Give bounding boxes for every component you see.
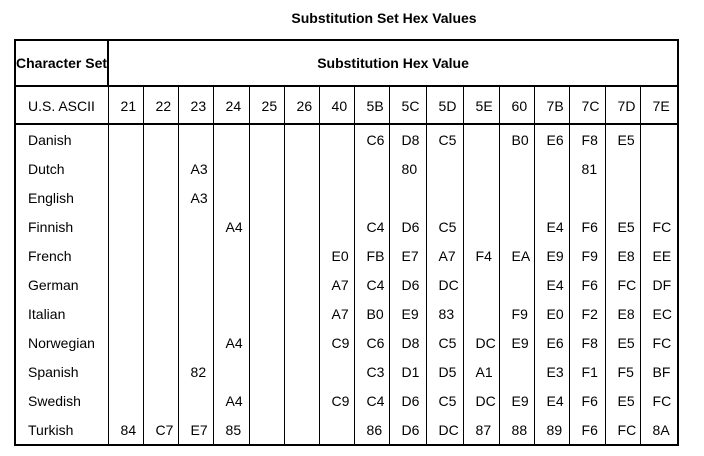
hex-value-cell	[213, 270, 249, 299]
hex-value-cell	[499, 270, 534, 299]
hex-value-cell: E3	[534, 357, 569, 386]
hex-value-cell: E4	[534, 212, 569, 241]
hex-value-cell	[319, 154, 354, 183]
hex-value-cell	[319, 212, 354, 241]
hex-value-cell: 89	[534, 415, 569, 445]
hex-value-cell: E9	[534, 241, 569, 270]
hex-value-cell	[249, 212, 284, 241]
hex-value-cell: A7	[319, 299, 354, 328]
hex-value-cell	[178, 212, 213, 241]
hex-value-cell	[143, 328, 178, 357]
hex-value-cell	[143, 357, 178, 386]
hex-value-cell: 84	[108, 415, 143, 445]
character-set-name: Danish	[15, 124, 108, 154]
hex-value-cell: A3	[178, 154, 213, 183]
hex-value-cell	[284, 154, 319, 183]
hex-value-cell: 85	[213, 415, 249, 445]
hex-value-cell: E4	[534, 270, 569, 299]
hex-value-cell	[213, 299, 249, 328]
hex-value-cell: A7	[319, 270, 354, 299]
hex-value-cell	[108, 270, 143, 299]
hex-value-cell: F8	[569, 124, 605, 154]
hex-value-cell: D6	[389, 415, 426, 445]
hex-value-cell: F6	[569, 212, 605, 241]
table-row	[15, 124, 678, 154]
hex-value-cell: E5	[605, 328, 640, 357]
hex-value-cell	[143, 212, 178, 241]
hex-value-cell: E6	[534, 328, 569, 357]
hex-value-cell	[143, 154, 178, 183]
character-set-name: English	[15, 183, 108, 212]
character-set-name: Italian	[15, 299, 108, 328]
hex-value-cell	[640, 124, 678, 154]
hex-value-cell: F1	[569, 357, 605, 386]
hex-value-cell: D6	[389, 386, 426, 415]
hex-code-header: 7C	[569, 86, 605, 124]
hex-value-cell: C4	[354, 270, 389, 299]
table-row	[15, 386, 678, 415]
header-row	[15, 40, 678, 86]
hex-value-cell: C4	[354, 386, 389, 415]
hex-value-cell: D5	[426, 357, 463, 386]
hex-value-cell: C7	[143, 415, 178, 445]
hex-code-header: 7D	[605, 86, 640, 124]
character-set-name: Norwegian	[15, 328, 108, 357]
hex-value-cell	[284, 386, 319, 415]
character-set-name: Swedish	[15, 386, 108, 415]
hex-code-header: 5D	[426, 86, 463, 124]
hex-value-cell	[249, 124, 284, 154]
hex-value-cell: DF	[640, 270, 678, 299]
hex-value-cell: A4	[213, 212, 249, 241]
hex-value-cell	[143, 124, 178, 154]
table-row	[15, 328, 678, 357]
hex-value-cell	[640, 154, 678, 183]
character-set-name: Turkish	[15, 415, 108, 445]
table-row	[15, 357, 678, 386]
hex-value-cell	[284, 299, 319, 328]
hex-value-cell: C5	[426, 212, 463, 241]
hex-value-cell	[354, 183, 389, 212]
hex-value-cell: A1	[463, 357, 499, 386]
hex-value-cell	[178, 241, 213, 270]
hex-value-cell: 81	[569, 154, 605, 183]
hex-value-cell	[143, 270, 178, 299]
hex-value-cell	[143, 386, 178, 415]
table-row	[15, 212, 678, 241]
hex-value-cell	[249, 154, 284, 183]
hex-value-cell	[108, 357, 143, 386]
hex-value-cell: E4	[534, 386, 569, 415]
character-set-name: Dutch	[15, 154, 108, 183]
character-set-name: French	[15, 241, 108, 270]
table-row	[15, 241, 678, 270]
table-row	[15, 183, 678, 212]
hex-value-cell: DC	[426, 270, 463, 299]
hex-value-cell: F6	[569, 270, 605, 299]
hex-value-cell	[319, 124, 354, 154]
hex-value-cell	[499, 357, 534, 386]
hex-value-cell: E0	[534, 299, 569, 328]
hex-value-cell	[605, 154, 640, 183]
hex-value-cell: A7	[426, 241, 463, 270]
hex-value-cell	[143, 183, 178, 212]
hex-value-cell: E0	[319, 241, 354, 270]
hex-value-cell	[389, 183, 426, 212]
hex-value-cell	[178, 270, 213, 299]
hex-value-cell	[249, 183, 284, 212]
hex-value-cell	[319, 183, 354, 212]
hex-value-cell: 88	[499, 415, 534, 445]
hex-value-cell	[108, 241, 143, 270]
hex-value-cell	[249, 270, 284, 299]
hex-value-cell: F8	[569, 328, 605, 357]
hex-value-cell	[284, 212, 319, 241]
hex-value-cell	[426, 154, 463, 183]
hex-value-cell: F5	[605, 357, 640, 386]
hex-value-cell: 8A	[640, 415, 678, 445]
hex-value-cell: EA	[499, 241, 534, 270]
hex-value-cell: C5	[426, 328, 463, 357]
hex-value-cell: F9	[499, 299, 534, 328]
hex-value-cell	[213, 124, 249, 154]
hex-value-cell	[249, 415, 284, 445]
hex-value-cell	[284, 357, 319, 386]
hex-value-cell: FC	[640, 328, 678, 357]
hex-value-cell	[463, 270, 499, 299]
hex-value-cell: FC	[640, 386, 678, 415]
hex-value-cell: E7	[389, 241, 426, 270]
hex-value-cell	[569, 183, 605, 212]
hex-value-cell: D8	[389, 124, 426, 154]
hex-value-cell	[284, 270, 319, 299]
hex-code-header: 26	[284, 86, 319, 124]
hex-value-cell: F6	[569, 415, 605, 445]
hex-value-cell: 80	[389, 154, 426, 183]
hex-value-cell: A4	[213, 328, 249, 357]
hex-value-cell: E8	[605, 241, 640, 270]
hex-value-cell: C6	[354, 328, 389, 357]
hex-value-cell: E7	[178, 415, 213, 445]
hex-value-cell: FB	[354, 241, 389, 270]
hex-value-cell: C5	[426, 124, 463, 154]
hex-value-cell: DC	[463, 386, 499, 415]
hex-value-cell: B0	[354, 299, 389, 328]
hex-value-cell	[108, 299, 143, 328]
hex-value-cell: FC	[605, 270, 640, 299]
hex-value-cell: FC	[605, 415, 640, 445]
hex-value-cell	[463, 154, 499, 183]
hex-value-cell: D6	[389, 270, 426, 299]
hex-value-cell: E9	[499, 328, 534, 357]
codes-row	[15, 86, 678, 124]
hex-value-cell	[108, 124, 143, 154]
hex-value-cell: C6	[354, 124, 389, 154]
hex-value-cell: E5	[605, 212, 640, 241]
hex-code-header: 5C	[389, 86, 426, 124]
hex-value-cell	[249, 357, 284, 386]
hex-value-cell: C9	[319, 328, 354, 357]
hex-value-cell	[178, 328, 213, 357]
hex-code-header: 24	[213, 86, 249, 124]
hex-value-cell	[284, 183, 319, 212]
hex-value-cell	[284, 328, 319, 357]
hex-value-cell: EC	[640, 299, 678, 328]
hex-value-cell: BF	[640, 357, 678, 386]
character-set-name: German	[15, 270, 108, 299]
hex-value-cell	[108, 386, 143, 415]
hex-value-cell: E5	[605, 386, 640, 415]
hex-code-header: 5E	[463, 86, 499, 124]
character-set-name: Finnish	[15, 212, 108, 241]
hex-value-cell	[284, 241, 319, 270]
hex-value-cell	[108, 212, 143, 241]
hex-code-header: 40	[319, 86, 354, 124]
hex-value-cell: DC	[426, 415, 463, 445]
hex-value-cell: C4	[354, 212, 389, 241]
character-set-header: Character Set	[15, 40, 108, 86]
hex-value-cell: FC	[640, 212, 678, 241]
hex-value-cell	[499, 212, 534, 241]
hex-value-cell	[213, 357, 249, 386]
hex-value-cell	[463, 212, 499, 241]
hex-value-cell: E5	[605, 124, 640, 154]
hex-value-cell: 87	[463, 415, 499, 445]
hex-value-cell	[284, 415, 319, 445]
hex-value-cell: B0	[499, 124, 534, 154]
substitution-table	[14, 39, 679, 446]
hex-value-cell: EE	[640, 241, 678, 270]
hex-value-cell	[249, 299, 284, 328]
hex-code-header: 60	[499, 86, 534, 124]
hex-value-cell	[284, 124, 319, 154]
hex-value-cell: C3	[354, 357, 389, 386]
hex-value-cell	[249, 328, 284, 357]
hex-code-header: 23	[178, 86, 213, 124]
hex-value-cell	[534, 183, 569, 212]
hex-value-cell: E9	[499, 386, 534, 415]
hex-code-header: 5B	[354, 86, 389, 124]
hex-value-cell	[319, 415, 354, 445]
hex-value-cell: E9	[389, 299, 426, 328]
hex-value-cell: 83	[426, 299, 463, 328]
hex-value-cell	[108, 328, 143, 357]
hex-value-cell: A3	[178, 183, 213, 212]
hex-value-cell	[463, 124, 499, 154]
hex-value-cell: D8	[389, 328, 426, 357]
hex-value-cell: C5	[426, 386, 463, 415]
substitution-header: Substitution Hex Value	[108, 40, 678, 86]
hex-value-cell: E8	[605, 299, 640, 328]
hex-value-cell	[499, 183, 534, 212]
hex-value-cell: 82	[178, 357, 213, 386]
hex-value-cell	[499, 154, 534, 183]
hex-value-cell: F2	[569, 299, 605, 328]
hex-code-header: 25	[249, 86, 284, 124]
hex-value-cell: F9	[569, 241, 605, 270]
hex-value-cell	[426, 183, 463, 212]
hex-value-cell: E6	[534, 124, 569, 154]
hex-value-cell	[213, 183, 249, 212]
hex-value-cell	[178, 124, 213, 154]
hex-value-cell	[178, 386, 213, 415]
hex-value-cell	[108, 154, 143, 183]
table-title: Substitution Set Hex Values	[291, 10, 477, 26]
hex-value-cell	[605, 183, 640, 212]
character-set-name: Spanish	[15, 357, 108, 386]
table-row	[15, 154, 678, 183]
hex-value-cell	[178, 299, 213, 328]
hex-value-cell: C9	[319, 386, 354, 415]
hex-value-cell	[463, 183, 499, 212]
hex-value-cell	[249, 386, 284, 415]
table-row	[15, 299, 678, 328]
hex-value-cell	[354, 154, 389, 183]
hex-value-cell	[213, 241, 249, 270]
hex-value-cell: 86	[354, 415, 389, 445]
hex-value-cell: F4	[463, 241, 499, 270]
hex-value-cell	[640, 183, 678, 212]
table-row	[15, 270, 678, 299]
hex-value-cell: D1	[389, 357, 426, 386]
hex-value-cell: DC	[463, 328, 499, 357]
hex-value-cell: A4	[213, 386, 249, 415]
hex-value-cell	[249, 241, 284, 270]
hex-value-cell	[534, 154, 569, 183]
hex-code-header: 21	[108, 86, 143, 124]
hex-value-cell: D6	[389, 212, 426, 241]
hex-value-cell	[143, 299, 178, 328]
hex-code-header: 7E	[640, 86, 678, 124]
hex-value-cell	[108, 183, 143, 212]
hex-value-cell	[319, 357, 354, 386]
codes-row-label: U.S. ASCII	[15, 86, 108, 124]
hex-value-cell: F6	[569, 386, 605, 415]
hex-value-cell	[143, 241, 178, 270]
hex-value-cell	[213, 154, 249, 183]
hex-code-header: 22	[143, 86, 178, 124]
hex-code-header: 7B	[534, 86, 569, 124]
table-row	[15, 415, 678, 445]
hex-value-cell	[463, 299, 499, 328]
